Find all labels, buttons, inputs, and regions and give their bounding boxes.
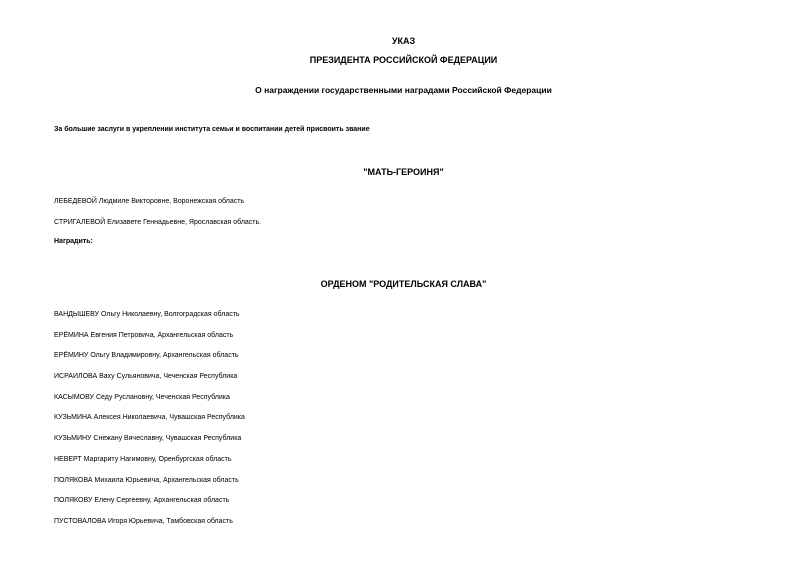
- decree-subject: О награждении государственными наградами Российской Федерации: [255, 85, 552, 95]
- section1-title: "МАТЬ-ГЕРОИНЯ": [363, 167, 444, 177]
- award-label: Наградить:: [54, 238, 93, 245]
- list-item: ПОЛЯКОВА Михаила Юрьевича, Архангельская область: [54, 476, 239, 484]
- list-item: ЛЕБЕДЕВОЙ Людмиле Викторовне, Воронежская область: [54, 198, 245, 205]
- list-item: ПУСТОВАЛОВА Игоря Юрьевича, Тамбовская область: [54, 517, 233, 525]
- list-item: НЕВЕРТ Маргариту Нагимовну, Оренбургская область: [54, 455, 232, 463]
- list-item: КУЗЬМИНА Алексея Николаевича, Чувашская Республика: [54, 414, 245, 422]
- list-item: ЕРЁМИНА Евгения Петровича, Архангельская область: [54, 331, 234, 339]
- decree-heading: УКАЗ: [391, 36, 416, 46]
- list-item: КУЗЬМИНУ Снежану Вячеславну, Чувашская Республика: [54, 435, 242, 443]
- mother-heroine-list: [54, 197, 261, 239]
- list-item: ИСРАИЛОВА Ваху Сульяновича, Чеченская Республика: [54, 373, 238, 381]
- list-item: КАСЫМОВУ Седу Руслановну, Чеченская Республика: [54, 393, 230, 401]
- list-item: СТРИГАЛЕВОЙ Елизавете Геннадьевне, Ярославская область.: [54, 219, 262, 226]
- section2-title: ОРДЕНОМ "РОДИТЕЛЬСКАЯ СЛАВА": [320, 279, 487, 289]
- issuer-heading: ПРЕЗИДЕНТА РОССИЙСКОЙ ФЕДЕРАЦИИ: [309, 55, 498, 65]
- list-item: ПОЛЯКОВУ Елену Сергеевну, Архангельская область: [54, 497, 230, 505]
- list-item: ЕРЁМИНУ Ольгу Владимировну, Архангельская область: [54, 352, 239, 360]
- parental-glory-list: [54, 310, 245, 538]
- list-item: ВАНДЫШЕВУ Ольгу Николаевну, Волгоградская область: [54, 311, 240, 318]
- section1-intro: За большие заслуги в укреплении института семьи и воспитании детей присвоить звание: [54, 126, 370, 133]
